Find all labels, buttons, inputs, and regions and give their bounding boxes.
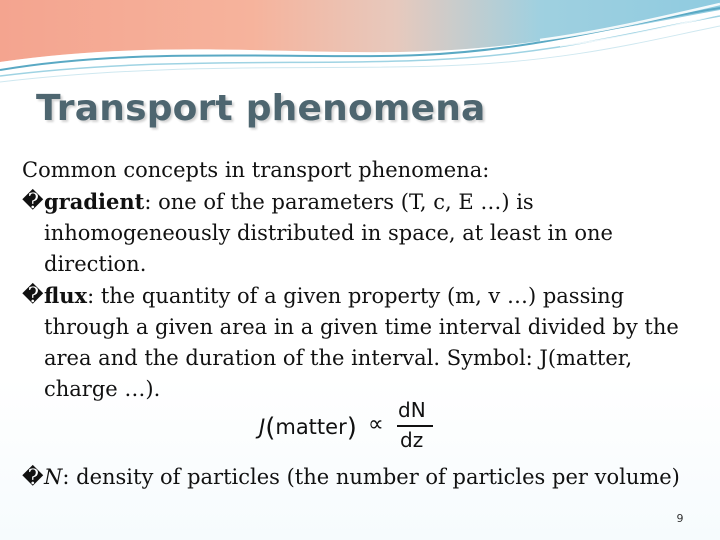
term-flux: flux (44, 283, 88, 308)
term-gradient: gradient (44, 189, 145, 214)
slide-body (22, 155, 712, 405)
term-density: N (44, 465, 63, 489)
gradient-definition: : one of the parameters (T, c, E …) is inhomogeneously distributed in space, at least in one direction. (44, 190, 613, 276)
header-wave-decoration (0, 0, 720, 90)
bullet-gradient (22, 186, 712, 280)
slide-title: Transport phenomena (36, 88, 486, 129)
formula-lhs: J(matter) (259, 413, 357, 443)
intro-text: Common concepts in transport phenomena: (22, 158, 490, 182)
proportional-symbol: ∝ (368, 412, 384, 437)
formula-numerator: dN (398, 398, 426, 422)
flux-proportionality-formula (255, 398, 445, 458)
bullet-flux (22, 280, 712, 405)
density-definition: : density of particles (the number of particles per volume) (62, 465, 680, 489)
page-number: 9 (676, 512, 684, 525)
formula-denominator: dz (400, 428, 424, 452)
bullet-glyph: � (22, 283, 44, 307)
fraction-bar (397, 425, 433, 427)
slide-body-lower (22, 462, 712, 493)
flux-definition: : the quantity of a given property (m, v …) passing through a given area in a given time interval divided by the area and the duration of the interval. Symbol: J(matter, charge …). (44, 284, 679, 401)
bullet-glyph: � (22, 465, 44, 489)
bullet-density (22, 462, 712, 493)
bullet-glyph: � (22, 189, 44, 213)
